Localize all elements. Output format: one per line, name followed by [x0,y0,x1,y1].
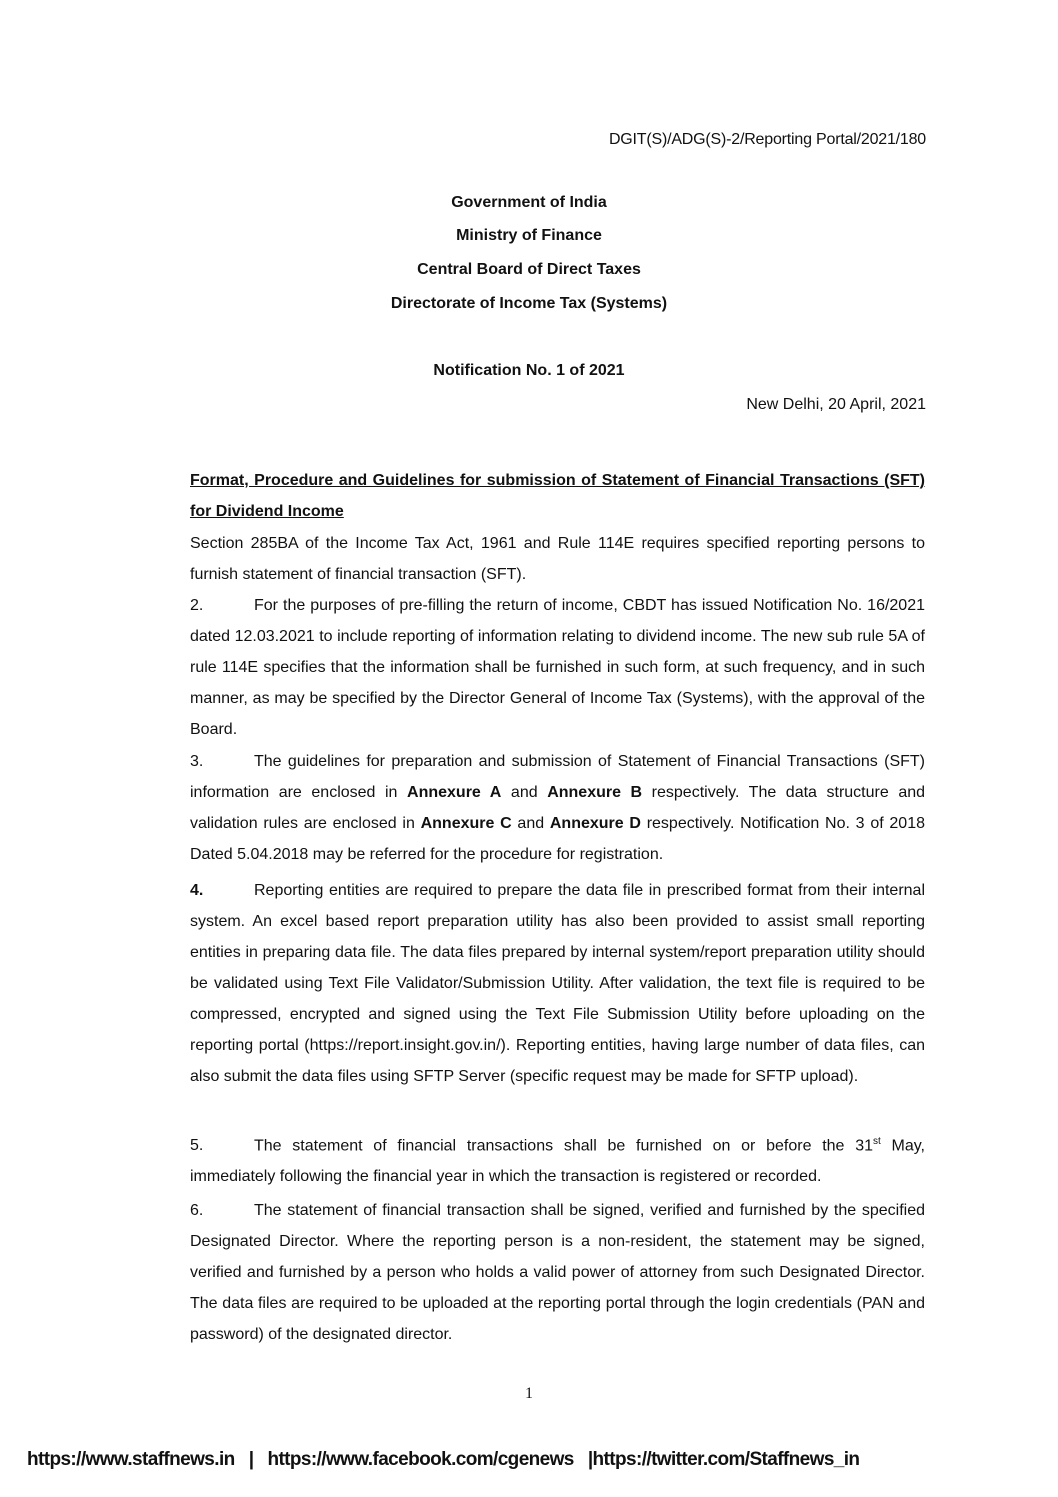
header-government: Government of India [451,194,607,211]
paragraph-text: The statement of financial transactions shall be furnished on or before the 31 [254,1137,873,1155]
place-date: New Delhi, 20 April, 2021 [746,396,926,413]
footer-link-staffnews[interactable]: https://www.staffnews.in [27,1449,235,1470]
header-cbdt: Central Board of Direct Taxes [417,261,641,278]
paragraph-4 [190,875,925,1092]
paragraph-text: respectively. Notification No. 3 of 2018 Dated 5.04.2018 may be referred for the procedure for registration. [190,815,925,863]
annexure-a: Annexure A [407,784,502,801]
footer-separator: | [248,1449,254,1470]
annexure-c: Annexure C [420,815,512,832]
footer-link-facebook[interactable]: https://www.facebook.com/cgenews [267,1449,574,1470]
footer-link-twitter[interactable]: https://twitter.com/Staffnews_in [592,1449,860,1470]
paragraph-text: The statement of financial transaction shall be signed, verified and furnished by the specified Designated Director. Where the reporting person is a non-resident, the statement may be signed, verified and furnished by a person who holds a valid power of attorney from such Designated Director. The data files are required to be uploaded at the reporting portal through the login credentials (PAN and password) of the designated director. [190,1202,925,1343]
intro-paragraph [190,528,925,590]
paragraph-text: and [501,784,548,801]
footer-separator: | [587,1449,593,1470]
annexure-d: Annexure D [549,815,641,832]
paragraph-text: For the purposes of pre-filling the return of income, CBDT has issued Notification No. 16/2021 dated 12.03.2021 to include reporting of information relating to dividend income. The new sub rule 5A of rule 114E specifies that the information shall be furnished in such form, at such frequency, and in such manner, as may be specified by the Director General of Income Tax (Systems), with the approval of the Board. [190,597,925,738]
paragraph-number: 5. [190,1137,204,1155]
page-number: 1 [525,1385,533,1402]
paragraph-text: respectively. The data structure and validation rules are enclosed in [190,784,926,832]
reference-number: DGIT(S)/ADG(S)-2/Reporting Portal/2021/180 [608,131,926,148]
ordinal-superscript: st [873,1136,881,1147]
paragraph-text: The guidelines for preparation and submission of Statement of Financial Transactions (SFT) information are enclosed in [190,753,925,801]
paragraph-number: 2. [190,597,204,614]
paragraph-number: 3. [190,753,204,770]
paragraph-text: Reporting entities are required to prepare the data file in prescribed format from their internal system. An excel based report preparation utility has also been provided to assist small reporting entities in preparing data file. The data files prepared by internal system/report preparation utility should be validated using Text File Validator/Submission Utility. After validation, the text file is required to be compressed, encrypted and signed using the Text File Submission Utility before uploading on the reporting portal (https://report.insight.gov.in/). Reporting entities, having large number of data files, can also submit the data files using SFTP Server (specific request may be made for SFTP upload). [190,882,925,1085]
paragraph-6 [190,1195,925,1350]
annexure-b: Annexure B [547,784,643,801]
paragraph-3 [190,746,925,870]
paragraph-2 [190,590,925,745]
header-ministry: Ministry of Finance [456,227,602,244]
paragraph-number: 6. [190,1202,204,1219]
header-directorate: Directorate of Income Tax (Systems) [390,295,668,312]
footer-links [27,1449,859,1471]
notification-title: Notification No. 1 of 2021 [433,362,625,379]
intro-text: Section 285BA of the Income Tax Act, 1961 and Rule 114E requires specified reporting persons to furnish statement of financial transaction (SFT). [190,535,925,583]
subject-heading: Format, Procedure and Guidelines for submission of Statement of Financial Transactions (SFT) for Dividend Income [190,472,925,520]
paragraph-number: 4. [190,882,204,899]
paragraph-5 [190,1126,925,1192]
paragraph-text: and [511,815,550,832]
paragraph-text: May, immediately following the financial year in which the transaction is registered or recorded. [190,1137,926,1186]
